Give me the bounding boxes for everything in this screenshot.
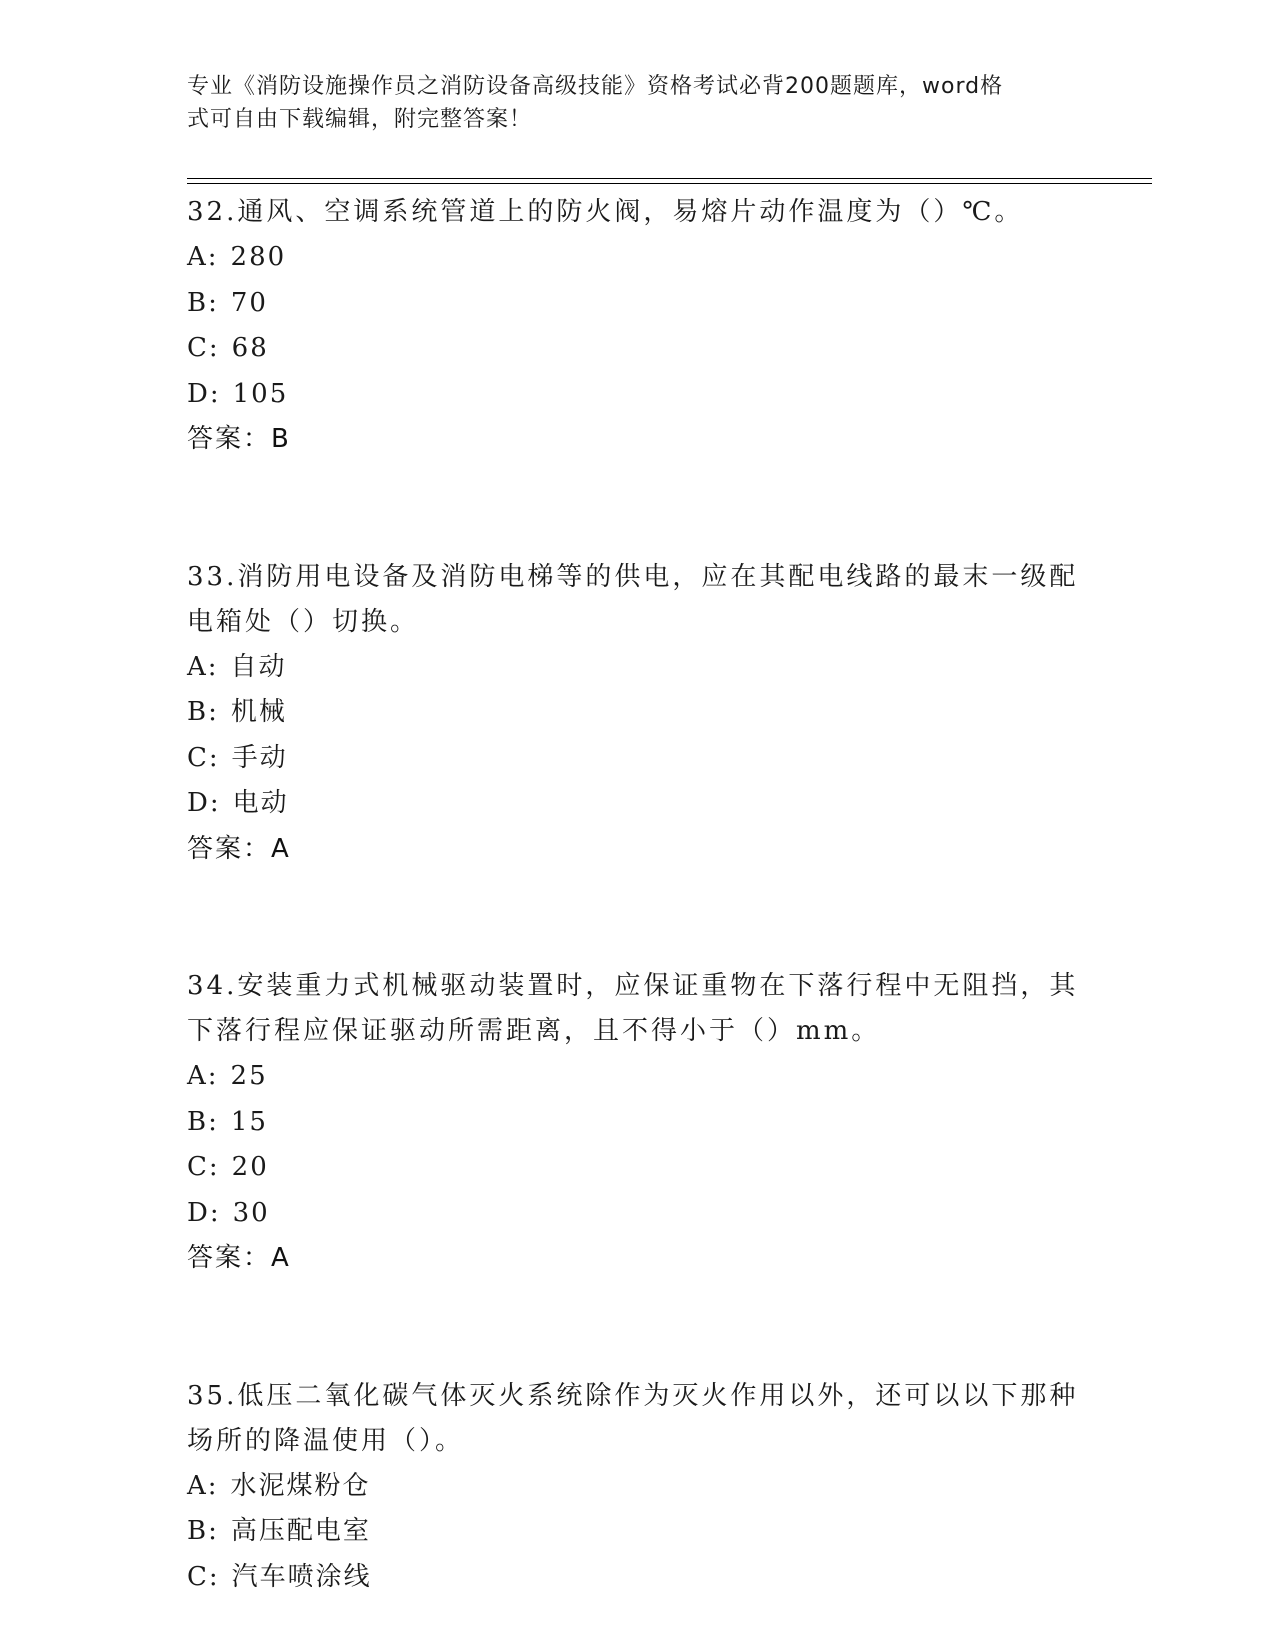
option-b [187, 1100, 1087, 1146]
question-stem-continued: 电箱处（）切换。 [187, 606, 420, 637]
option-letter: C: [187, 742, 220, 773]
option-text: 自动 [230, 651, 287, 682]
option-letter: A: [187, 1061, 219, 1091]
option-letter: D: [187, 788, 221, 818]
answer-line: 答案：A [187, 833, 291, 864]
question-33 [187, 555, 1087, 873]
option-letter: B: [187, 287, 219, 318]
question-stem-continued: 场所的降温使用（）。 [187, 1425, 465, 1456]
answer-line: 答案：B [187, 424, 291, 454]
option-letter: D: [187, 1197, 221, 1228]
option-text: 手动 [231, 742, 288, 773]
question-stem: 32.通风、空调系统管道上的防火阀，易熔片动作温度为（）℃。 [187, 197, 1024, 227]
option-a [187, 1464, 1087, 1510]
option-text: 30 [232, 1197, 270, 1228]
option-text: 20 [231, 1152, 269, 1182]
question-stem: 33.消防用电设备及消防电梯等的供电，应在其配电线路的最末一级配 [187, 561, 1079, 592]
option-letter: A: [187, 651, 219, 682]
option-a [187, 235, 1087, 281]
option-b [187, 690, 1087, 736]
header-line-1: 专业《消防设施操作员之消防设备高级技能》资格考试必背200题题库，word格 [187, 74, 1004, 99]
option-letter: B: [187, 1516, 219, 1546]
header-divider-top [187, 178, 1152, 179]
option-letter: A: [187, 1470, 219, 1501]
option-b [187, 281, 1087, 327]
question-spacer [187, 872, 1087, 964]
question-stem: 34.安装重力式机械驱动装置时，应保证重物在下落行程中无阻挡，其 [187, 971, 1079, 1001]
option-d [187, 781, 1087, 827]
option-letter: A: [187, 242, 219, 272]
header-line-2: 式可自由下载编辑，附完整答案！ [187, 107, 533, 132]
option-text: 电动 [232, 788, 289, 818]
option-letter: C: [187, 333, 220, 363]
option-text: 汽车喷涂线 [231, 1561, 372, 1592]
question-32 [187, 190, 1087, 463]
option-text: 机械 [230, 697, 287, 727]
option-c [187, 1145, 1087, 1191]
header-divider-bottom [187, 183, 1152, 184]
option-b [187, 1509, 1087, 1555]
option-letter: B: [187, 1106, 219, 1137]
answer-line: 答案：A [187, 1243, 291, 1273]
question-spacer [187, 1282, 1087, 1374]
question-spacer [187, 463, 1087, 555]
document-header [187, 70, 1067, 136]
option-text: 280 [230, 242, 287, 272]
option-d [187, 1191, 1087, 1237]
option-text: 105 [232, 378, 289, 409]
question-stem: 35.低压二氧化碳气体灭火系统除作为灭火作用以外，还可以以下那种 [187, 1380, 1079, 1411]
option-c [187, 736, 1087, 782]
question-stem-continued: 下落行程应保证驱动所需距离，且不得小于（）mm。 [187, 1016, 881, 1046]
option-text: 水泥煤粉仓 [230, 1470, 371, 1501]
option-text: 15 [230, 1106, 268, 1137]
question-35 [187, 1374, 1087, 1601]
option-a [187, 1054, 1087, 1100]
option-text: 25 [230, 1061, 268, 1091]
option-letter: B: [187, 697, 219, 727]
option-text: 68 [231, 333, 269, 363]
option-d [187, 372, 1087, 418]
option-letter: D: [187, 378, 221, 409]
option-letter: C: [187, 1152, 220, 1182]
option-letter: C: [187, 1561, 220, 1592]
option-c [187, 1555, 1087, 1601]
question-list [187, 190, 1087, 1600]
option-text: 高压配电室 [230, 1516, 371, 1546]
question-34 [187, 964, 1087, 1282]
option-a [187, 645, 1087, 691]
option-text: 70 [230, 287, 268, 318]
option-c [187, 326, 1087, 372]
